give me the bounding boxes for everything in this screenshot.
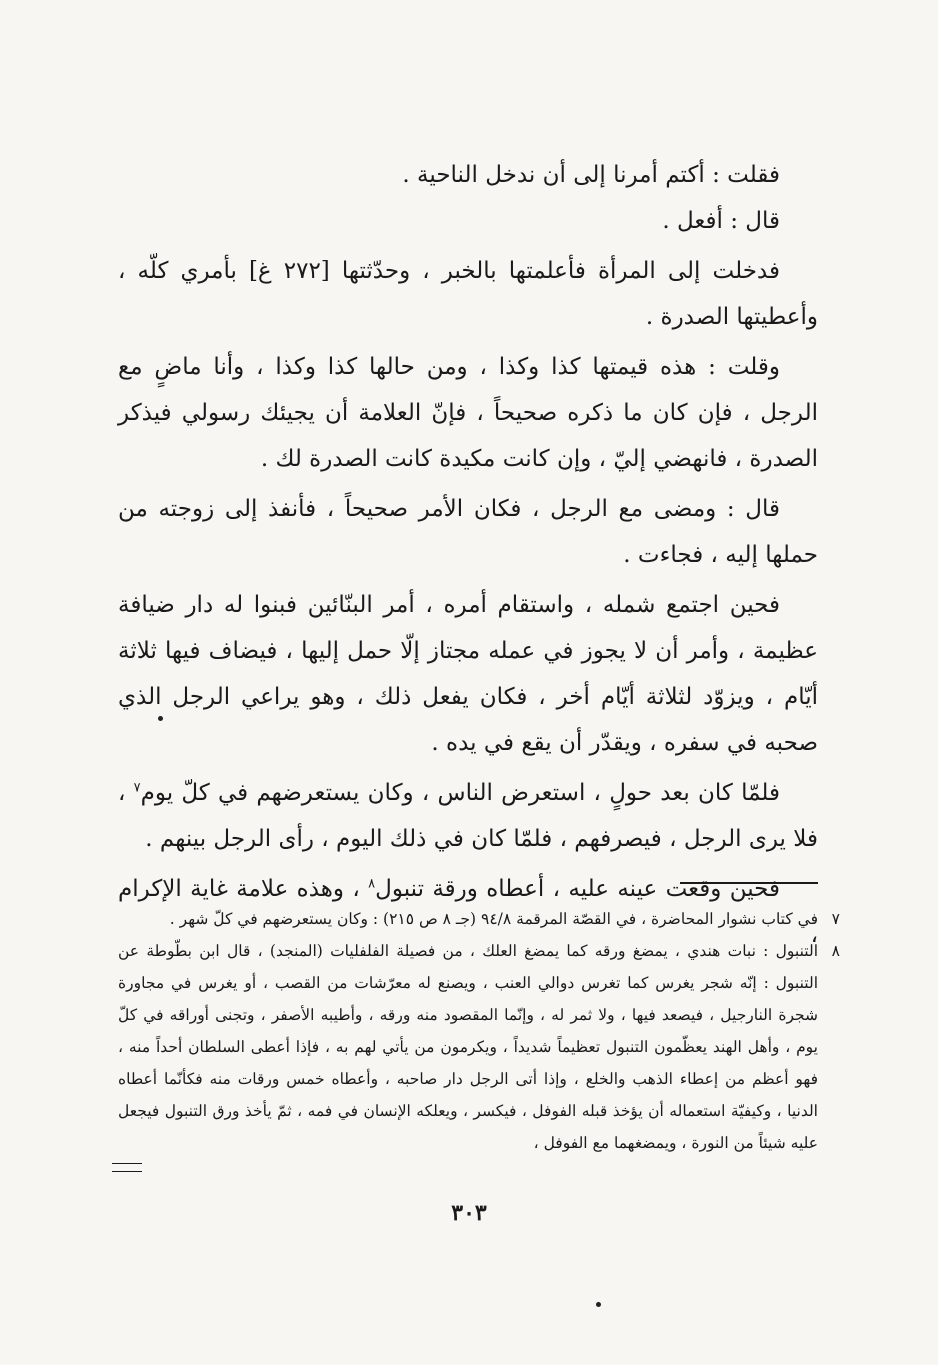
paragraph-text: فحين وقعت عينه عليه ، أعطاه ورقة تنبول <box>375 876 781 902</box>
footnote-divider <box>680 882 818 884</box>
footnote-number: ٨ <box>831 942 840 960</box>
footnotes <box>118 903 840 1159</box>
footnote-number: ٧ <box>831 910 840 928</box>
paragraph-text: ، فلا يرى الرجل ، فيصرفهم ، فلمّا كان في ذلك اليوم ، رأى الرجل بينهم . <box>118 780 818 852</box>
page-number: ٣٠٣ <box>451 1200 487 1226</box>
footnote-ref-7[interactable]: ٧ <box>133 780 141 796</box>
paragraph: قال : أفعل . <box>662 208 780 234</box>
main-text <box>118 152 818 958</box>
scan-speck <box>596 1302 601 1307</box>
scan-speck <box>158 716 163 721</box>
paragraph: فحين اجتمع شمله ، واستقام أمره ، أمر البنّائين فبنوا له دار ضيافة عظيمة ، وأمر أن لا يجوز في عمله مجتاز إلّا حمل إليها ، فيضاف فيها ثلاثة أيّام ، ويزوّد لثلاثة أيّام أخر ، فكان يفعل ذلك ، وهو يراعي الرجل الذي صحبه في سفره ، ويقدّر أن يقع في يده . <box>118 592 818 756</box>
footnote-8 <box>118 935 840 1159</box>
paragraph: قال : ومضى مع الرجل ، فكان الأمر صحيحاً ، فأنفذ إلى زوجته من حملها إليه ، فجاءت . <box>118 496 818 568</box>
continuation-mark <box>112 1163 142 1172</box>
paragraph: فقلت : أكتم أمرنا إلى أن ندخل الناحية . <box>402 162 780 188</box>
footnote-text: في كتاب نشوار المحاضرة ، في القصّة المرقمة ٩٤/٨ (جـ ٨ ص ٢١٥) : وكان يستعرضهم في كلّ شهر . <box>169 910 818 928</box>
footnote-text: التنبول : نبات هندي ، يمضغ ورقه كما يمضغ العلك ، من فصيلة الفلفليات (المنجد) ، قال ابن بطّوطة عن التنبول : إنّه شجر يغرس كما تغرس دوالي العنب ، ويصنع له معرّشات من القصب ، أو يغرس في مجاورة شجرة النارجيل ، فيصعد فيها ، ولا ثمر له ، وإنّما المقصود منه ورقه ، وأطيبه الأصفر ، وتجنى أوراقه في كلّ يوم ، وأهل الهند يعظّمون التنبول تعظيماً شديداً ، ويكرمون من يأتي لهم به ، فإذا أعطى السلطان أحداً منه ، فهو أعظم من إعطاء الذهب والخلع ، وإذا أتى الرجل دار صاحبه ، وأعطاه خمس ورقات منه فكأنّما أعطاه الدنيا ، وكيفيّة استعماله أن يؤخذ قبله الفوفل ، فيكسر ، ويعلكه الإنسان في فمه ، ثمّ يأخذ ورق التنبول فيجعل عليه شيئاً من النورة ، ويمضغهما مع الفوفل ، <box>118 942 818 1152</box>
footnote-ref-8[interactable]: ٨ <box>368 876 376 892</box>
paragraph: وقلت : هذه قيمتها كذا وكذا ، ومن حالها كذا وكذا ، وأنا ماضٍ مع الرجل ، فإن كان ما ذكره صحيحاً ، فإنّ العلامة أن يجيئك رسولي فيذكر الصدرة ، فانهضي إليّ ، وإن كانت مكيدة كانت الصدرة لك . <box>118 354 818 472</box>
paragraph: فدخلت إلى المرأة فأعلمتها بالخبر ، وحدّثتها [٢٧٢ غ] بأمري كلّه ، وأعطيتها الصدرة . <box>118 258 818 330</box>
paragraph-text: ، وهذه علامة غاية الإكرام ، <box>118 876 818 948</box>
paragraph-text: فلمّا كان بعد حولٍ ، استعرض الناس ، وكان يستعرضهم في كلّ يوم <box>140 780 781 806</box>
paragraph-with-footnote-7 <box>118 770 818 862</box>
footnote-7 <box>118 903 840 935</box>
